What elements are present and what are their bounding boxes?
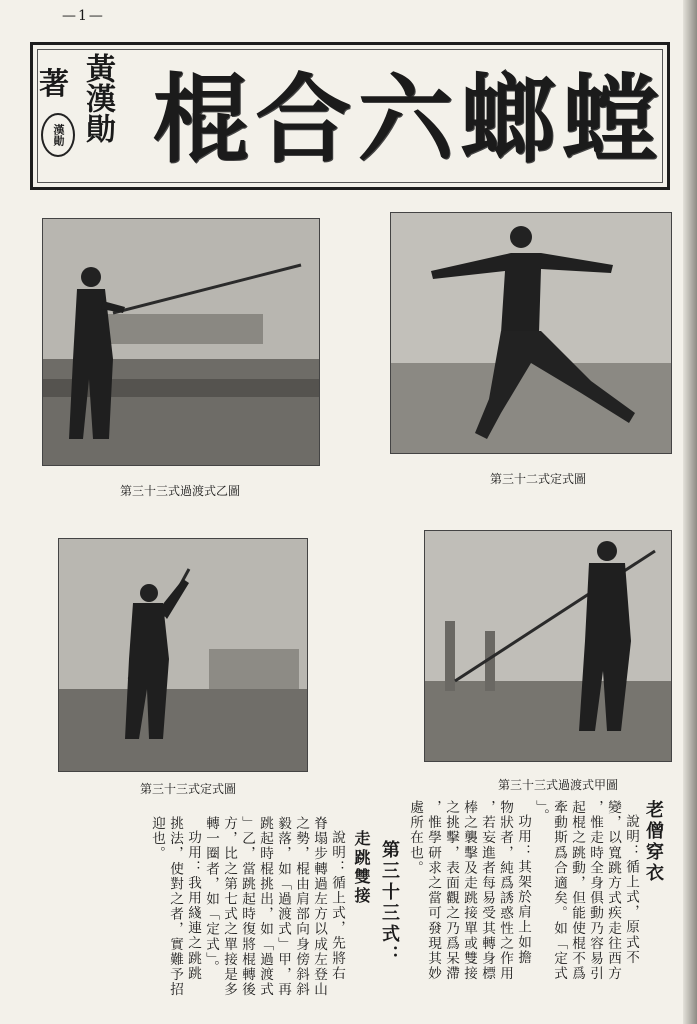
text-column-4: ，惟走時全身俱動乃容易引 [587, 800, 603, 982]
text-column-17: 說明：循上式，先將右 [329, 830, 345, 981]
text-column-11: 棒之襲擊及走跳接單或雙接 [461, 800, 477, 982]
byline-zhu: 著 [39, 67, 69, 102]
section-title-33: 第三十三式： [379, 840, 400, 966]
text-column-20: 毅落，如「過渡式」甲，再 [275, 816, 291, 998]
section-title-laoseng: 老僧穿衣 [643, 800, 664, 884]
text-column-8: 功用：其架於肩上如擔 [515, 814, 531, 965]
title-box [30, 42, 670, 190]
caption-figure-2: 第三十二式定式圖 [489, 472, 586, 486]
text-column-13: ，惟學研求之當可發現其妙 [425, 800, 441, 982]
section-subtitle-zoutiao: 走跳雙接 [352, 830, 371, 906]
text-column-21: 跳起時棍挑出，如「過渡式 [257, 816, 273, 998]
main-title [153, 55, 658, 185]
title-char-5: 螳 [562, 63, 658, 176]
page-edge-shadow [683, 0, 697, 1024]
page-number: —1— [62, 8, 105, 24]
body-text [60, 800, 668, 1010]
caption-figure-4: 第三十三式過渡式甲圖 [497, 778, 618, 792]
text-column-12: 之挑擊，表面觀之乃爲呆滯 [443, 800, 459, 982]
text-column-23: 方，比之第七式之單接是多 [221, 816, 237, 998]
text-column-3: 變，以寬跳方式疾走往西方 [605, 800, 621, 982]
title-char-3: 六 [357, 63, 454, 176]
text-column-9: 物狀者，純爲誘惑性之作用 [497, 800, 513, 982]
title-char-2: 合 [255, 63, 352, 176]
byline-author: 黃漢勛 [80, 53, 115, 143]
text-column-22: 」乙，當跳起時復將棍轉後 [239, 816, 255, 998]
title-char-4: 螂 [459, 63, 556, 176]
text-column-5: 起棍之跳動，但能使棍不爲 [569, 800, 585, 982]
text-column-2: 說明：循上式，原式不 [623, 814, 639, 965]
text-column-6: 牽動斯爲合適矣。如「定式 [551, 800, 567, 982]
caption-figure-1: 第三十三式過渡式乙圖 [119, 484, 240, 498]
text-column-26: 挑法，使對之者，實難予招 [167, 816, 183, 998]
photo-figure-1 [42, 218, 320, 466]
text-column-18: 脊塌步轉過左方以成左登山 [311, 816, 327, 998]
text-column-14: 處所在也。 [407, 800, 423, 876]
text-column-7: 」。 [533, 800, 549, 824]
title-char-1: 棍 [153, 63, 249, 176]
photo-figure-2 [390, 212, 672, 454]
author-seal: 漢勛 [41, 113, 75, 157]
text-column-27: 迎也。 [149, 816, 165, 862]
photo-figure-3 [58, 538, 308, 772]
text-column-24: 轉一圈者，如「定式」。 [203, 816, 219, 976]
text-column-25: 功用：我用綫連之跳跳 [185, 830, 201, 981]
text-column-10: ，若妄進者每易受其轉身標 [479, 800, 495, 982]
caption-figure-3: 第三十三式定式圖 [139, 782, 236, 796]
photo-figure-4 [424, 530, 672, 762]
text-column-19: 之勢，棍由肩部向身傍斜斜 [293, 816, 309, 998]
